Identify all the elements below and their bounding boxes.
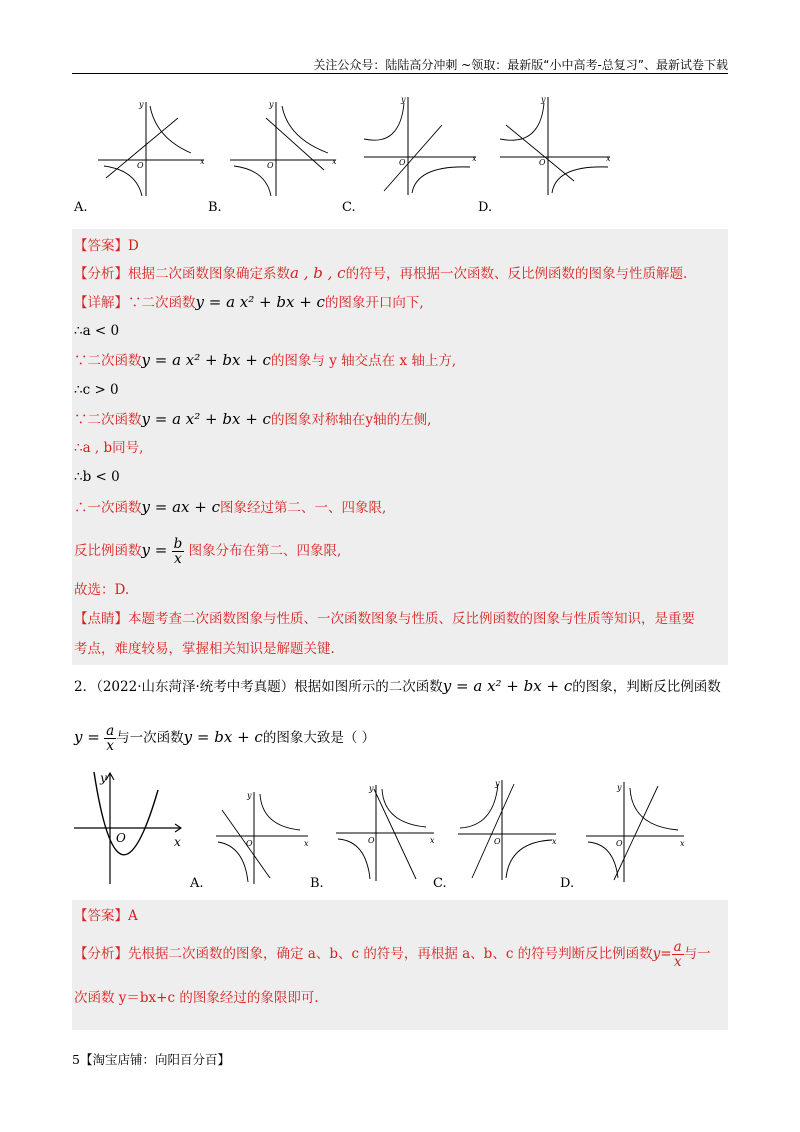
q2-option-c: C. [433,876,447,891]
q1-detail-4: ∴c > 0 [74,382,119,398]
q1-detail-7: ∴b < 0 [74,469,120,485]
y-axis-label: y [100,771,107,785]
q2-answer: 【答案】A [74,908,138,924]
q2-parabola-graph [72,768,190,886]
q1-answer: 【答案】D [74,238,139,254]
q1-graph-d [498,95,614,198]
x-axis-label: x [200,157,205,166]
q2-option-b: B. [310,876,324,891]
q1-detail-9: 反比例函数y = $\frac{b}{x}$ 图象分布在第二、四象限, [74,536,342,567]
svg-text:y: y [247,791,252,800]
svg-text:y: y [541,95,546,104]
q2-graph-c [456,778,560,882]
q2-stem-line2: y = $\frac{a}{x}$ 与一次函数y = bx + c的图象大致是（ ） [74,723,376,754]
svg-text:x: x [552,837,557,846]
q2-analysis-1: 【分析】先根据二次函数的图象，确定 a、b、c 的符号，再根据 a、b、c 的符号判断反比例函数y= $\frac{a}{x}$ 与一 [74,939,711,970]
svg-text:O: O [267,161,274,170]
q1-review-2: 考点，难度较易，掌握相关知识是解题关键. [74,641,335,657]
q1-graph-a [96,98,208,198]
q1-detail-6: ∴a , b同号, [74,440,144,456]
svg-text:x: x [332,157,337,166]
q1-analysis: 【分析】根据二次函数图象确定系数a , b , c的符号，再根据一次函数、反比例函数的图象与性质解题. [74,264,688,282]
q2-graph-b [334,783,438,883]
q2-stem-line1: 2．（2022·山东菏泽·统考中考真题）根据如图所示的二次函数y = a x² + bx + c的图象，判断反比例函数 [74,677,721,695]
shop-name: 【淘宝店铺：向阳百分百】 [79,1052,230,1067]
svg-text:y: y [369,784,374,793]
q1-review-1: 【点睛】本题考查二次函数图象与性质、一次函数图象与性质、反比例函数的图象与性质等知识，是重要 [74,611,695,627]
q1-detail-8: ∴一次函数y = ax + c图象经过第二、一、四象限, [74,498,387,516]
page-footer [72,1050,230,1068]
origin-label: O [137,161,144,170]
q1-detail-2: ∴a < 0 [74,323,120,339]
x-axis-label: x [174,835,181,849]
svg-text:O: O [368,836,375,845]
page-number: 5 [72,1052,80,1067]
y-axis-label: y [139,100,144,109]
q2-option-a: A. [190,876,204,891]
svg-text:y: y [617,783,622,792]
svg-text:x: x [430,836,435,845]
svg-text:O: O [399,158,406,167]
q1-graph-c [362,95,480,198]
svg-text:y: y [495,779,500,788]
svg-text:y: y [401,95,406,104]
svg-text:O: O [246,839,253,848]
svg-text:O: O [494,837,501,846]
q1-detail-3: ∵二次函数y = a x² + bx + c的图象与 y 轴交点在 x 轴上方, [74,351,457,369]
q1-option-c: C. [342,200,356,215]
svg-text:O: O [539,158,546,167]
q1-option-d: D. [478,200,493,215]
svg-text:O: O [616,839,623,848]
svg-text:y: y [269,100,274,109]
svg-text:x: x [304,839,309,848]
q1-graph-b [228,98,340,198]
q2-graph-d [584,780,688,884]
q1-detail-1: 【详解】∵二次函数y = a x² + bx + c的图象开口向下, [74,293,424,311]
q1-detail-10: 故选：D. [74,582,130,598]
svg-text:x: x [606,154,611,163]
svg-text:x: x [472,154,477,163]
origin-label: O [116,831,126,845]
q2-graph-a [214,790,312,886]
header-divider [72,73,728,74]
q1-option-a: A. [74,200,88,215]
q2-analysis-2: 次函数 y＝bx+c 的图象经过的象限即可. [74,990,319,1006]
page-header: 关注公众号：陆陆高分冲刺 ~领取：最新版“小中高考-总复习”、最新试卷下载 [313,58,728,72]
q2-option-d: D. [560,876,575,891]
q1-detail-5: ∵二次函数y = a x² + bx + c的图象对称轴在y轴的左侧, [74,410,432,428]
q1-option-b: B. [208,200,222,215]
svg-text:x: x [680,839,685,848]
